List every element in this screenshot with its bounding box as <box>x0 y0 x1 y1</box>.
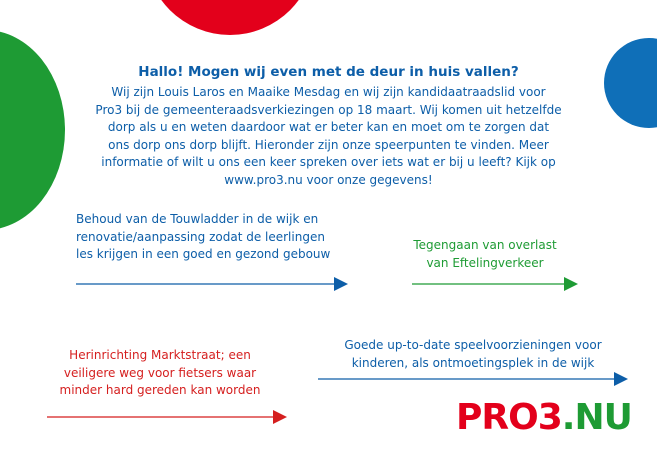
point-line: Behoud van de Touwladder in de wijk en <box>76 212 319 226</box>
point-line: renovatie/aanpassing zodat de leerlingen <box>76 229 325 244</box>
point-marktstraat <box>30 347 290 400</box>
point-line: veiligere weg voor fietsers waar <box>63 365 257 380</box>
red-arrow-icon <box>47 408 287 428</box>
point-line: Herinrichting Marktstraat; een <box>69 348 251 362</box>
intro-line: Pro3 bij de gemeenteraadsverkiezingen op 18 maart. Wij komen uit hetzelfde <box>95 102 562 117</box>
pro3-logo <box>456 398 632 438</box>
green-arrow-icon <box>412 275 578 295</box>
point-line: Tegengaan van overlast <box>413 238 557 252</box>
intro-line: Wij zijn Louis Laros en Maaike Mesdag en wij zijn kandidaatraadslid voor <box>111 85 546 99</box>
point-speelvoorzieningen <box>318 337 628 372</box>
intro-line: ons dorp ons dorp blijft. Hieronder zijn onze speerpunten te vinden. Meer <box>108 137 549 152</box>
point-eftelingverkeer <box>390 237 580 272</box>
point-line: minder hard gereden kan worden <box>59 383 261 397</box>
blue-circle-decoration <box>604 38 657 128</box>
intro-text <box>80 84 577 189</box>
intro-line: informatie of wilt u ons een keer spreken over iets wat er bij u leeft? Kijk op <box>101 155 556 169</box>
logo-three: 3 <box>537 397 562 438</box>
intro-line: dorp als u en weten daardoor wat er beter kan en moet om te zorgen dat <box>107 120 550 134</box>
point-line: Goede up-to-date speelvoorzieningen voor <box>344 338 602 352</box>
point-touwladder <box>76 211 356 264</box>
logo-pro: PRO <box>456 397 538 438</box>
point-line: les krijgen in een goed en gezond gebouw <box>76 247 331 261</box>
point-line: van Eftelingverkeer <box>426 255 544 270</box>
intro-line: www.pro3.nu voor onze gegevens! <box>224 172 433 187</box>
point-line: kinderen, als ontmoetingsplek in de wijk <box>351 355 595 370</box>
blue-arrow-icon <box>318 370 628 390</box>
green-circle-decoration <box>0 30 65 230</box>
page-title: Hallo! Mogen wij even met de deur in huis vallen? <box>138 64 519 80</box>
logo-dot-nu: .NU <box>561 397 632 438</box>
red-circle-decoration <box>145 0 315 35</box>
blue-arrow-icon <box>76 275 348 295</box>
